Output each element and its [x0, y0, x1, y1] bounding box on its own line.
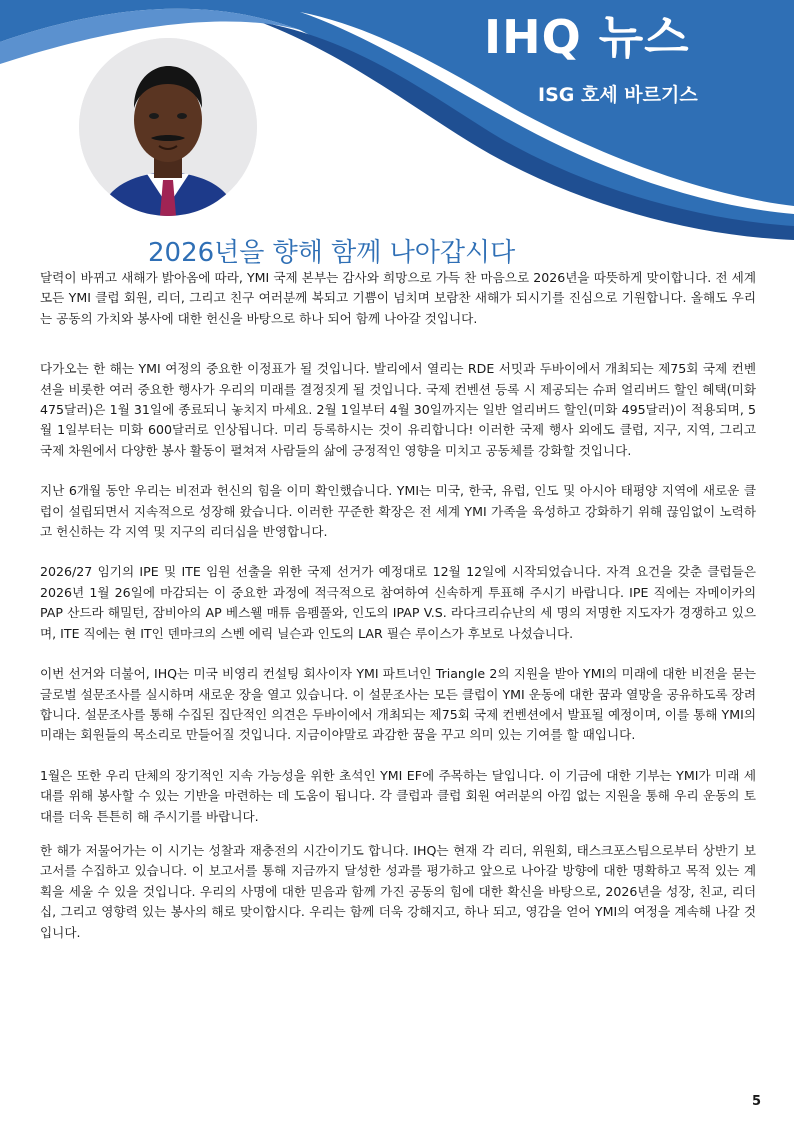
author-portrait	[79, 38, 257, 216]
author-byline: ISG 호세 바르기스	[538, 84, 698, 106]
paragraph-reflection: 한 해가 저물어가는 이 시기는 성찰과 재충전의 시간이기도 합니다. IHQ는 현재 각 리더, 위원회, 태스크포스팀으로부터 상반기 보고서를 수집하고 있습니다. 이 보고서를 통해 지금까지 달성한 성과를 평가하고 앞으로 나아갈 방향에 대한 명확하고 목적 있는 계획을 세울 수 있을 것입니다. 우리의 사명에 대한 믿음과 함께 가진 공동의 힘에 대한 확신을 바탕으로, 2026년을 성장, 친교, 리더십, 그리고 영향력 있는 봉사의 해로 맞이합시다. 우리는 함께 더욱 강해지고, 하나 되고, 영감을 얻어 YMI의 여정을 계속해 나갈 것입니다.	[40, 842, 756, 940]
page-number: 5	[752, 1094, 762, 1109]
newsletter-title: IHQ 뉴스	[484, 10, 690, 64]
paragraph-new-year-greeting: 달력이 바뀌고 새해가 밝아옴에 따라, YMI 국제 본부는 감사와 희망으로 가득 찬 마음으로 2026년을 따뜻하게 맞이합니다. 전 세계 모든 YMI 클럽 회원, 리더, 그리고 친구 여러분께 복되고 기쁨이 넘치며 보람찬 새해가 되시기를 진심으로 기원합니다. 올해도 우리는 공동의 가치와 봉사에 대한 헌신을 바탕으로 하나 되어 함께 나아갈 것입니다.	[40, 270, 756, 326]
article-body	[40, 268, 756, 943]
paragraph-upcoming-events: 다가오는 한 해는 YMI 여정의 중요한 이정표가 될 것입니다. 발리에서 열리는 RDE 서밋과 두바이에서 개최되는 제75회 국제 컨벤션을 비롯한 여러 중요한 행사가 우리의 미래를 결정짓게 될 것입니다. 국제 컨벤션 등록 시 제공되는 슈퍼 얼리버드 할인 혜택(미화 475달러)은 1월 31일에 종료되니 놓치지 마세요. 2월 1일부터 4월 30일까지는 일반 얼리버드 할인(미화 495달러)이 적용되며, 5월 1일부터는 미화 600달러로 인상됩니다. 미리 등록하시는 것이 유리합니다! 이러한 국제 행사 외에도 클럽, 지구, 지역, 그리고 국제 차원에서 다양한 봉사 활동이 펼쳐져 사람들의 삶에 긍정적인 영향을 미치고 공동체를 강화할 것입니다.	[40, 361, 756, 458]
paragraph-elections: 2026/27 임기의 IPE 및 ITE 임원 선출을 위한 국제 선거가 예정대로 12월 12일에 시작되었습니다. 자격 요건을 갖춘 클럽들은 2026년 1월 26일에 마감되는 이 중요한 과정에 적극적으로 참여하여 신속하게 투표해 주시기 바랍니다. IPE 직에는 자메이카의 PAP 산드라 해밀턴, 잠비아의 AP 베스웰 매튜 음펨풀와, 인도의 IPAP V.S. 라다크리슈난의 세 명의 저명한 지도자가 경쟁하고 있으며, ITE 직에는 현 IT인 덴마크의 스벤 에릭 닐슨과 인도의 LAR 필슨 루이스가 후보로 나섰습니다.	[40, 564, 756, 641]
paragraph-ymi-ef: 1월은 또한 우리 단체의 장기적인 지속 가능성을 위한 초석인 YMI EF에 주목하는 달입니다. 이 기금에 대한 기부는 YMI가 미래 세대를 위해 봉사할 수 있는 기반을 마련하는 데 도움이 됩니다. 각 클럽과 클럽 회원 여러분의 아낌 없는 지원을 통해 우리 운동의 토대를 더욱 튼튼히 해 주시기를 바랍니다.	[40, 767, 756, 824]
paragraph-club-growth: 지난 6개월 동안 우리는 비전과 헌신의 힘을 이미 확인했습니다. YMI는 미국, 한국, 유럽, 인도 및 아시아 태평양 지역에 새로운 클럽이 설립되면서 지속적으로 성장해 왔습니다. 이러한 꾸준한 확장은 전 세계 YMI 가족을 육성하고 강화하기 위해 끊임없이 노력하고 헌신하는 각 지역 및 지구의 리더십을 반영합니다.	[40, 483, 756, 540]
paragraph-global-survey: 이번 선거와 더불어, IHQ는 미국 비영리 컨설팅 회사이자 YMI 파트너인 Triangle 2의 지원을 받아 YMI의 미래에 대한 비전을 묻는 글로벌 설문조사를 실시하며 새로운 장을 열고 있습니다. 이 설문조사는 모든 클럽이 YMI 운동에 대한 꿈과 열망을 공유하도록 장려합니다. 설문조사를 통해 수집된 집단적인 의견은 두바이에서 개최되는 제75회 국제 컨벤션에서 발표될 예정이며, 이를 통해 YMI의 미래는 회원들의 목소리로 만들어질 것입니다. 지금이야말로 과감한 꿈을 꾸고 의미 있는 기여를 할 때입니다.	[40, 666, 756, 743]
article-headline: 2026년을 향해 함께 나아갑시다	[148, 238, 516, 268]
